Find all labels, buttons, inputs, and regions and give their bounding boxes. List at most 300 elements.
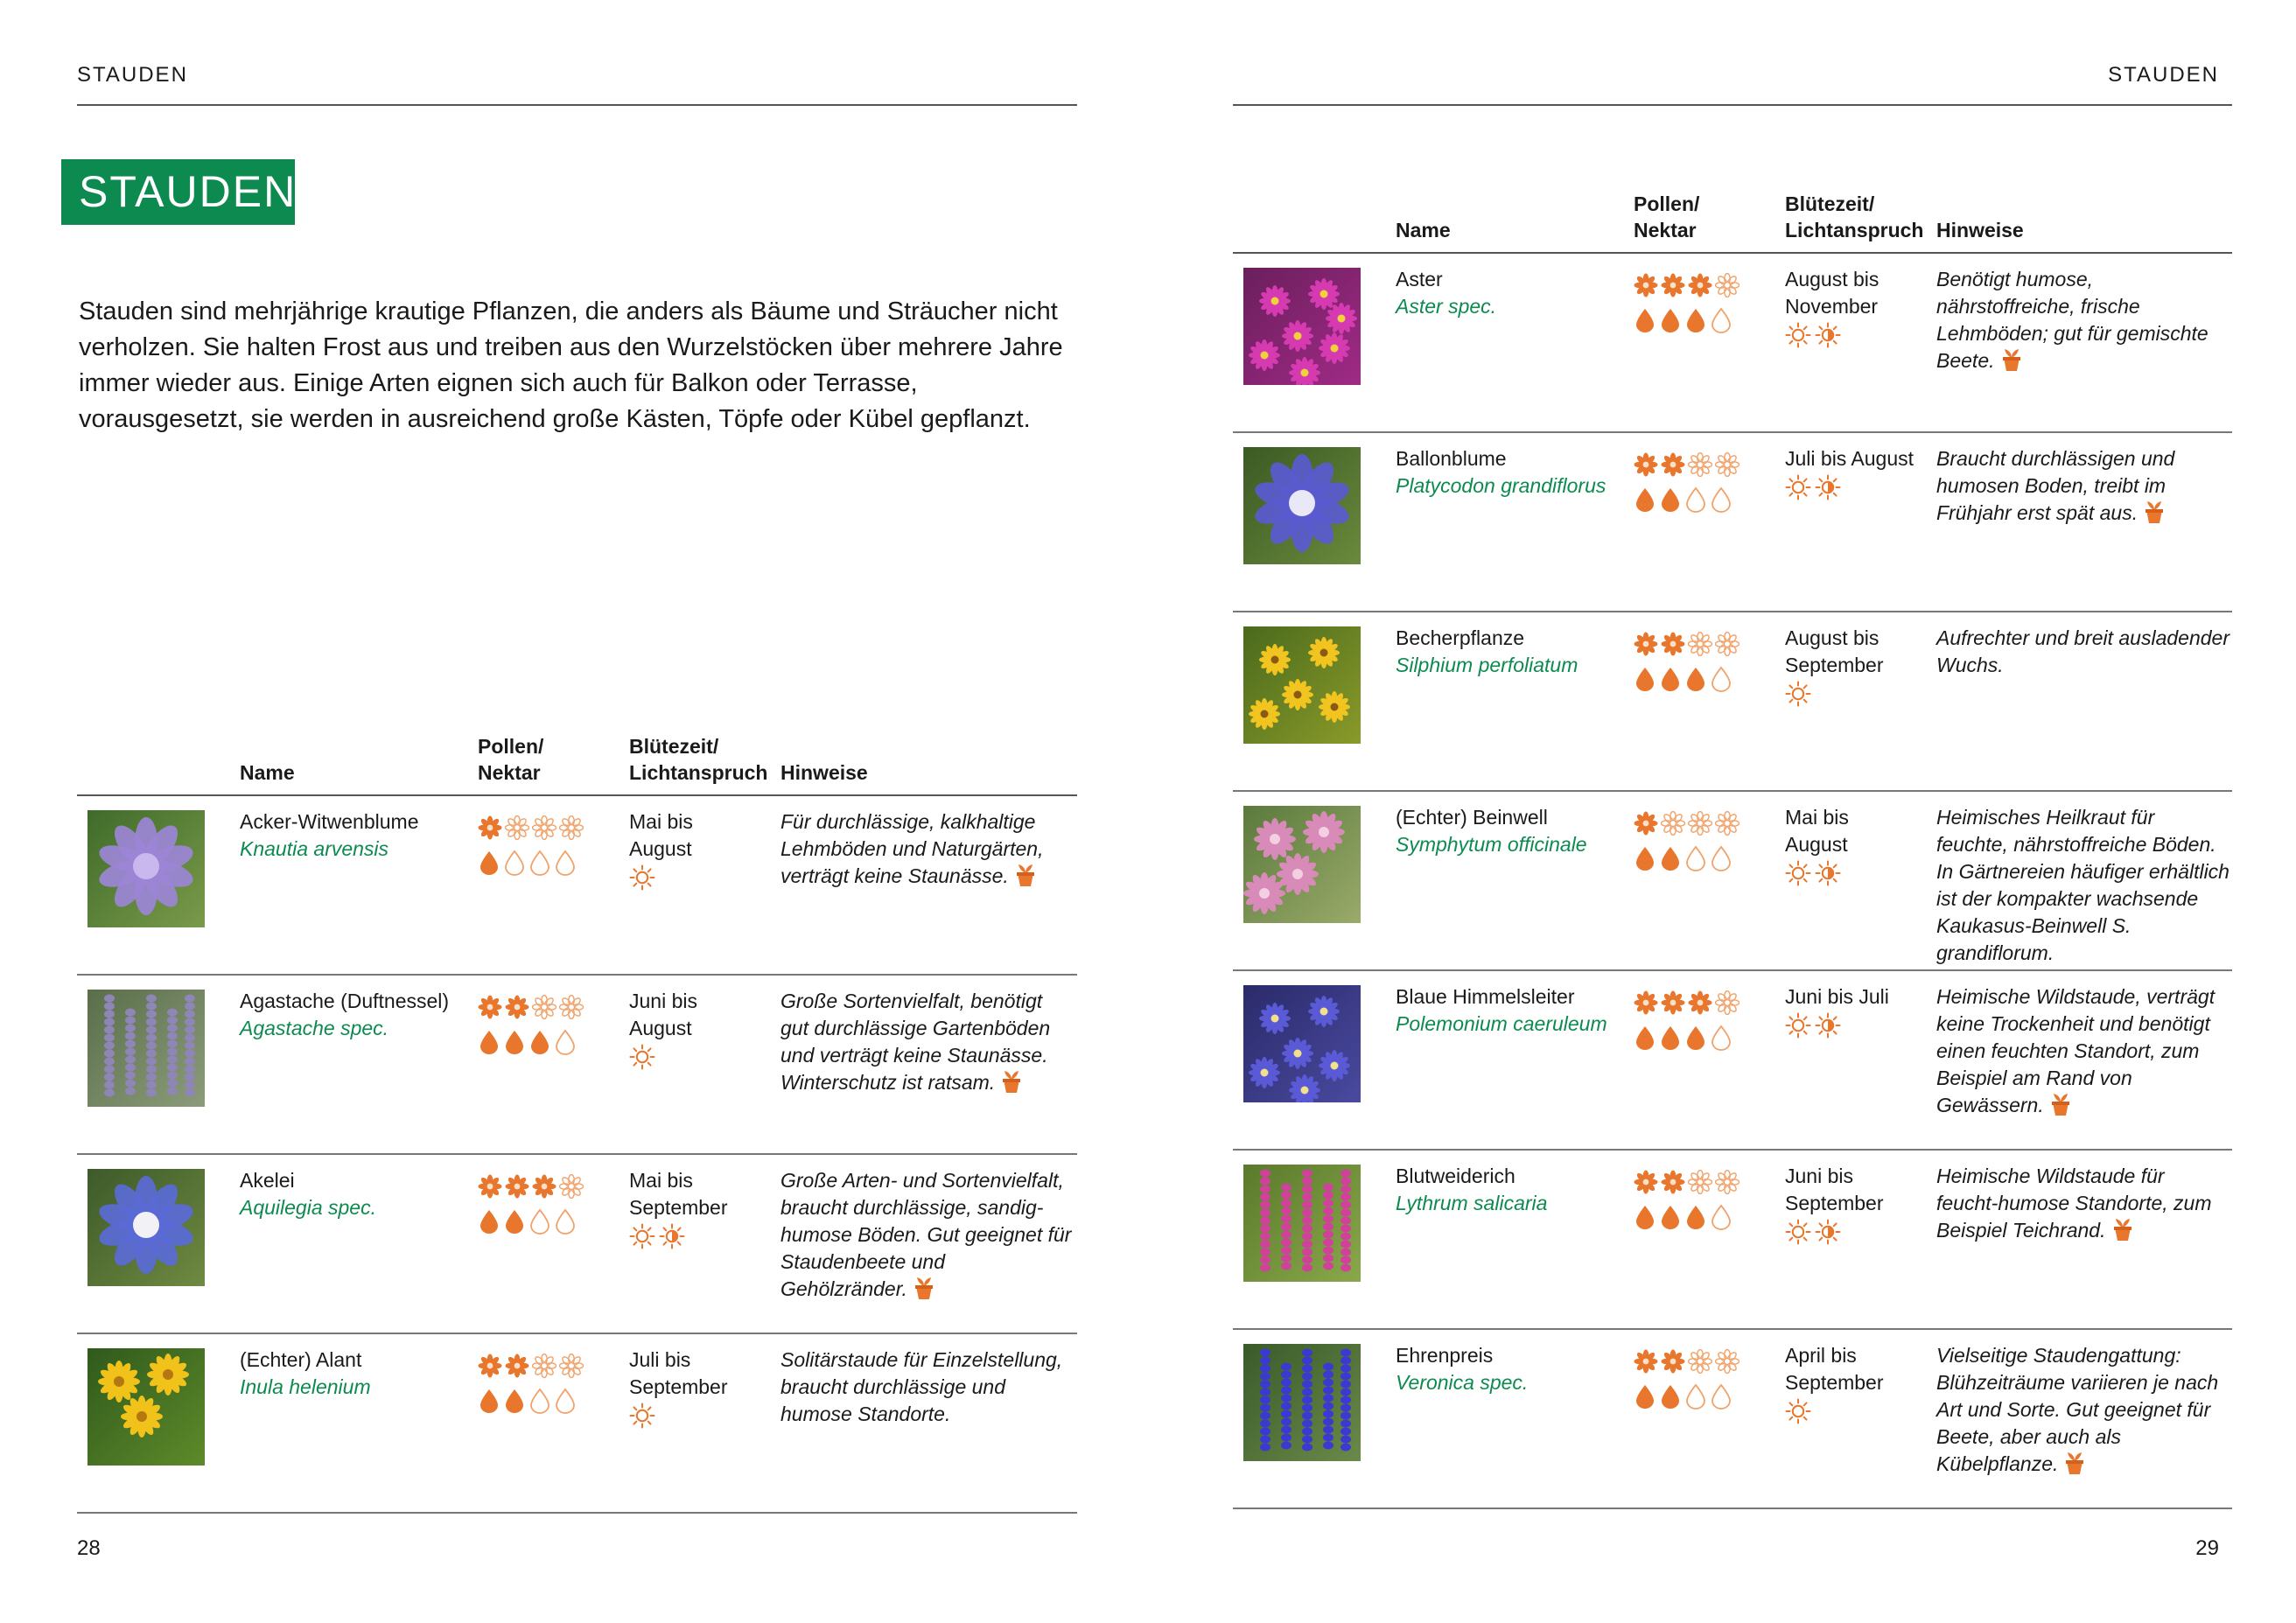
drop-filled-icon xyxy=(528,1029,551,1055)
latin-name: Lythrum salicaria xyxy=(1396,1192,1548,1214)
pollen-nectar-rating xyxy=(1634,1165,1774,1235)
table-row xyxy=(1233,612,2232,792)
drop-outline-icon xyxy=(554,1208,577,1235)
blossom-outline-icon xyxy=(1688,811,1712,836)
flower-photo-icon xyxy=(1243,806,1361,923)
blossom-filled-icon xyxy=(1634,811,1658,836)
notes xyxy=(780,1167,1074,1303)
header-pollen xyxy=(478,733,543,786)
pollen-nectar-rating xyxy=(478,1348,618,1418)
common-name: (Echter) Alant xyxy=(240,1348,362,1371)
sun-icon xyxy=(1785,1398,1811,1424)
drop-filled-icon xyxy=(1634,307,1656,333)
plant-photo xyxy=(1243,985,1361,1102)
pollen-nectar-rating xyxy=(1634,626,1774,696)
drop-outline-icon xyxy=(1710,845,1732,871)
common-name: Agastache (Duftnessel) xyxy=(240,990,450,1012)
blossom-filled-icon xyxy=(1661,990,1685,1015)
header-pollen xyxy=(1634,191,1699,243)
blossom-outline-icon xyxy=(532,1354,556,1378)
latin-name: Knautia arvensis xyxy=(240,837,389,860)
drop-outline-icon xyxy=(1710,307,1732,333)
sun-icon xyxy=(629,864,655,891)
pollen-nectar-rating xyxy=(1634,1344,1774,1414)
section-title: STAUDEN xyxy=(61,159,295,225)
notes-text: Heimische Wildstaude, verträgt keine Trockenheit und benötigt einen feuchten Standort, zum Beispiel am Rand von Gewässern. xyxy=(1936,985,2216,1116)
drop-filled-icon xyxy=(503,1029,526,1055)
table-row xyxy=(1233,433,2232,612)
nectar-rating xyxy=(1634,482,1774,517)
light-requirement xyxy=(1785,1219,1929,1245)
bloom-line-2: September xyxy=(629,1375,728,1398)
pollen-rating xyxy=(1634,1344,1774,1379)
half-shade-icon xyxy=(1815,474,1841,500)
drop-outline-icon xyxy=(503,850,526,876)
blossom-filled-icon xyxy=(505,1354,529,1378)
header-bluete-line1: Blütezeit/ xyxy=(1785,192,1875,215)
running-head: STAUDEN xyxy=(2108,63,2219,87)
plant-photo xyxy=(88,1348,205,1466)
bloom-line-1: August bis xyxy=(1785,268,1880,290)
bloom-line-1: Juli bis xyxy=(629,1348,691,1371)
flower-photo-icon xyxy=(1243,1165,1361,1282)
notes xyxy=(780,808,1074,890)
blossom-outline-icon xyxy=(1688,452,1712,477)
blossom-filled-icon xyxy=(1634,1349,1658,1374)
pot-plant-icon xyxy=(2111,1217,2134,1242)
nectar-rating xyxy=(1634,1200,1774,1235)
plant-name xyxy=(1396,266,1628,320)
drop-outline-icon xyxy=(1710,666,1732,692)
bloom-time xyxy=(629,808,774,891)
blossom-filled-icon xyxy=(532,1174,556,1199)
table-body-right xyxy=(1233,254,2232,1509)
blossom-filled-icon xyxy=(1661,632,1685,656)
drop-filled-icon xyxy=(1659,1204,1682,1230)
blossom-filled-icon xyxy=(505,995,529,1019)
latin-name: Aster spec. xyxy=(1396,295,1497,318)
blossom-filled-icon xyxy=(1634,452,1658,477)
table-row xyxy=(1233,254,2232,433)
nectar-rating xyxy=(1634,303,1774,338)
sun-icon xyxy=(1785,860,1811,886)
notes xyxy=(1936,804,2230,967)
plant-photo xyxy=(1243,1165,1361,1282)
blossom-outline-icon xyxy=(1688,1170,1712,1194)
nectar-rating xyxy=(1634,1379,1774,1414)
light-requirement xyxy=(1785,1012,1929,1039)
plant-table-right xyxy=(1233,175,2232,1509)
light-requirement xyxy=(629,1044,774,1070)
light-requirement xyxy=(629,1403,774,1429)
drop-filled-icon xyxy=(1634,486,1656,513)
pollen-rating xyxy=(478,1348,618,1383)
bloom-line-1: August bis xyxy=(1785,626,1880,649)
bloom-line-1: Mai bis xyxy=(629,1169,693,1192)
drop-outline-icon xyxy=(1710,1025,1732,1051)
plant-table-left xyxy=(77,717,1077,1514)
pollen-rating xyxy=(1634,447,1774,482)
right-page xyxy=(1148,0,2296,1623)
drop-filled-icon xyxy=(1634,1204,1656,1230)
drop-filled-icon xyxy=(1634,845,1656,871)
intro-paragraph: Stauden sind mehrjährige krautige Pflanzen, die anders als Bäume und Sträucher nicht verholzen. Sie halten Frost aus und treiben aus den Wurzelstöcken über mehrere Jahre immer wieder aus. Einige Arten eignen sich auch für Balkon oder Terrasse, vorausgesetzt, sie werden in ausreichend große Kästen, Töpfe oder Kübel gepflanzt. xyxy=(79,297,1063,433)
bloom-line-1: Juni bis Juli xyxy=(1785,985,1889,1008)
drop-filled-icon xyxy=(1634,1383,1656,1410)
blossom-filled-icon xyxy=(478,1354,502,1378)
drop-filled-icon xyxy=(1659,1383,1682,1410)
plant-photo xyxy=(1243,626,1361,744)
bloom-line-2: September xyxy=(1785,1192,1884,1214)
nectar-rating xyxy=(1634,661,1774,696)
nectar-rating xyxy=(478,845,618,880)
bloom-line-2: November xyxy=(1785,295,1879,318)
blossom-outline-icon xyxy=(1715,811,1740,836)
plant-photo xyxy=(1243,806,1361,923)
blossom-outline-icon xyxy=(559,815,584,840)
table-header xyxy=(1233,175,2232,254)
half-shade-icon xyxy=(1815,860,1841,886)
plant-name xyxy=(1396,445,1628,500)
table-row xyxy=(77,796,1077,976)
notes-text: Braucht durchlässigen und humosen Boden, treibt im Frühjahr erst spät aus. xyxy=(1936,447,2175,524)
flower-photo-icon xyxy=(1243,268,1361,385)
header-name: Name xyxy=(1396,219,1451,241)
flower-photo-icon xyxy=(1243,626,1361,744)
header-bluete-line1: Blütezeit/ xyxy=(629,735,719,758)
blossom-filled-icon xyxy=(1634,1170,1658,1194)
pot-plant-icon xyxy=(1000,1069,1023,1094)
drop-filled-icon xyxy=(478,1208,500,1235)
blossom-outline-icon xyxy=(505,815,529,840)
drop-outline-icon xyxy=(1710,1383,1732,1410)
bloom-time xyxy=(1785,1342,1929,1424)
drop-filled-icon xyxy=(1634,1025,1656,1051)
drop-filled-icon xyxy=(1659,1025,1682,1051)
drop-outline-icon xyxy=(1710,486,1732,513)
header-hinweise: Hinweise xyxy=(1936,219,2024,241)
plant-photo xyxy=(1243,447,1361,564)
pot-plant-icon xyxy=(2063,1451,2086,1475)
bloom-time xyxy=(1785,625,1929,707)
blossom-outline-icon xyxy=(1688,632,1712,656)
common-name: Acker-Witwenblume xyxy=(240,810,419,833)
plant-photo xyxy=(88,810,205,927)
plant-photo xyxy=(88,1169,205,1286)
drop-filled-icon xyxy=(503,1208,526,1235)
pollen-rating xyxy=(1634,985,1774,1020)
plant-photo xyxy=(88,990,205,1107)
pollen-nectar-rating xyxy=(478,1169,618,1239)
bloom-time xyxy=(1785,266,1929,348)
pollen-rating xyxy=(1634,1165,1774,1200)
light-requirement xyxy=(1785,322,1929,348)
plant-name xyxy=(1396,1163,1628,1217)
light-requirement xyxy=(629,864,774,891)
bloom-time xyxy=(1785,445,1929,500)
pollen-rating xyxy=(1634,268,1774,303)
drop-filled-icon xyxy=(478,1388,500,1414)
light-requirement xyxy=(1785,681,1929,707)
flower-photo-icon xyxy=(88,1348,205,1466)
light-requirement xyxy=(629,1223,774,1249)
pot-plant-icon xyxy=(1014,863,1037,887)
blossom-outline-icon xyxy=(1715,990,1740,1015)
blossom-filled-icon xyxy=(1688,273,1712,297)
pollen-rating xyxy=(1634,806,1774,841)
common-name: Aster xyxy=(1396,268,1443,290)
bloom-line-1: Juli bis August xyxy=(1785,447,1914,470)
drop-outline-icon xyxy=(554,850,577,876)
bloom-time xyxy=(1785,804,1929,886)
flower-photo-icon xyxy=(88,1169,205,1286)
notes xyxy=(1936,983,2230,1119)
pollen-rating xyxy=(478,990,618,1025)
nectar-rating xyxy=(478,1383,618,1418)
notes-text: Benötigt humose, nährstoffreiche, frische Lehmböden; gut für gemischte Beete. xyxy=(1936,268,2208,372)
blossom-outline-icon xyxy=(1661,811,1685,836)
sun-icon xyxy=(1785,681,1811,707)
drop-outline-icon xyxy=(528,1208,551,1235)
notes xyxy=(1936,1163,2230,1244)
nectar-rating xyxy=(478,1204,618,1239)
notes xyxy=(1936,266,2230,374)
notes xyxy=(780,988,1074,1096)
table-header xyxy=(77,717,1077,796)
drop-filled-icon xyxy=(503,1388,526,1414)
table-row xyxy=(77,1334,1077,1514)
sun-icon xyxy=(1785,1012,1811,1039)
running-head: STAUDEN xyxy=(77,63,188,87)
latin-name: Polemonium caeruleum xyxy=(1396,1012,1607,1035)
drop-outline-icon xyxy=(1684,845,1707,871)
drop-filled-icon xyxy=(478,1029,500,1055)
light-requirement xyxy=(1785,474,1929,500)
bloom-time xyxy=(1785,983,1929,1039)
notes-text: Für durchlässige, kalkhaltige Lehmböden und Naturgärten, verträgt keine Staunässe. xyxy=(780,810,1044,887)
pollen-nectar-rating xyxy=(1634,985,1774,1055)
plant-photo xyxy=(1243,1344,1361,1461)
header-pollen-line2: Nektar xyxy=(1634,219,1697,241)
header-bluete-line2: Lichtanspruch xyxy=(1785,219,1924,241)
pollen-rating xyxy=(1634,626,1774,661)
half-shade-icon xyxy=(1815,1219,1841,1245)
table-row xyxy=(77,976,1077,1155)
table-row xyxy=(1233,971,2232,1151)
blossom-filled-icon xyxy=(478,995,502,1019)
common-name: Akelei xyxy=(240,1169,295,1192)
table-row xyxy=(1233,1151,2232,1330)
bloom-line-1: Juni bis xyxy=(629,990,697,1012)
notes xyxy=(780,1347,1074,1428)
latin-name: Platycodon grandiflorus xyxy=(1396,474,1606,497)
pollen-rating xyxy=(478,810,618,845)
drop-outline-icon xyxy=(528,850,551,876)
header-bluete-line2: Lichtanspruch xyxy=(629,761,768,784)
blossom-outline-icon xyxy=(1715,452,1740,477)
pot-plant-icon xyxy=(2143,500,2166,524)
notes-text: Große Sortenvielfalt, benötigt gut durchlässige Gartenböden und verträgt keine Staunässe. Winterschutz ist ratsam. xyxy=(780,990,1051,1094)
sun-icon xyxy=(629,1403,655,1429)
blossom-outline-icon xyxy=(532,995,556,1019)
blossom-outline-icon xyxy=(1715,273,1740,297)
drop-filled-icon xyxy=(1659,666,1682,692)
blossom-filled-icon xyxy=(1634,990,1658,1015)
notes-text: Heimische Wildstaude für feucht-humose Standorte, zum Beispiel Teichrand. xyxy=(1936,1165,2212,1242)
nectar-rating xyxy=(1634,1020,1774,1055)
header-pollen-line1: Pollen/ xyxy=(1634,192,1700,215)
flower-photo-icon xyxy=(88,990,205,1107)
drop-filled-icon xyxy=(1659,845,1682,871)
drop-filled-icon xyxy=(1684,1204,1707,1230)
pollen-nectar-rating xyxy=(1634,447,1774,517)
sun-icon xyxy=(1785,1219,1811,1245)
pot-plant-icon xyxy=(913,1276,935,1300)
sun-icon xyxy=(629,1223,655,1249)
header-pollen-line2: Nektar xyxy=(478,761,541,784)
plant-photo xyxy=(1243,268,1361,385)
latin-name: Agastache spec. xyxy=(240,1017,389,1039)
common-name: Becherpflanze xyxy=(1396,626,1525,649)
drop-outline-icon xyxy=(1684,486,1707,513)
pot-plant-icon xyxy=(2049,1092,2072,1116)
plant-name xyxy=(1396,1342,1628,1396)
drop-outline-icon xyxy=(554,1029,577,1055)
drop-filled-icon xyxy=(478,850,500,876)
page-number: 29 xyxy=(2195,1536,2219,1560)
common-name: Ehrenpreis xyxy=(1396,1344,1494,1367)
plant-name xyxy=(1396,983,1628,1038)
header-hinweise: Hinweise xyxy=(780,761,868,784)
latin-name: Symphytum officinale xyxy=(1396,833,1587,856)
plant-name xyxy=(1396,625,1628,679)
sun-icon xyxy=(629,1044,655,1070)
pollen-nectar-rating xyxy=(1634,806,1774,876)
bloom-time xyxy=(1785,1163,1929,1245)
notes-text: Vielseitige Staudengattung: Blühzeiträume variieren je nach Art und Sorte. Gut geeignet für Beete, aber auch als Kübelpflanze. xyxy=(1936,1344,2219,1475)
drop-filled-icon xyxy=(1659,307,1682,333)
blossom-filled-icon xyxy=(478,1174,502,1199)
light-requirement xyxy=(1785,860,1929,886)
bloom-line-2: August xyxy=(629,1017,692,1039)
blossom-filled-icon xyxy=(1661,1170,1685,1194)
half-shade-icon xyxy=(1815,1012,1841,1039)
blossom-filled-icon xyxy=(478,815,502,840)
pollen-nectar-rating xyxy=(478,810,618,880)
common-name: Blutweiderich xyxy=(1396,1165,1516,1187)
notes xyxy=(1936,1342,2230,1478)
blossom-outline-icon xyxy=(1688,1349,1712,1374)
blossom-filled-icon xyxy=(1634,273,1658,297)
table-row xyxy=(1233,1330,2232,1509)
blossom-filled-icon xyxy=(1661,452,1685,477)
blossom-outline-icon xyxy=(1715,632,1740,656)
bloom-line-1: Juni bis xyxy=(1785,1165,1853,1187)
bloom-time xyxy=(629,1167,774,1249)
page-number: 28 xyxy=(77,1536,101,1560)
latin-name: Silphium perfoliatum xyxy=(1396,654,1578,676)
plant-name xyxy=(240,808,472,863)
bloom-line-2: August xyxy=(1785,833,1848,856)
drop-filled-icon xyxy=(1684,1025,1707,1051)
half-shade-icon xyxy=(1815,322,1841,348)
pollen-rating xyxy=(478,1169,618,1204)
pollen-nectar-rating xyxy=(1634,268,1774,338)
bloom-line-2: September xyxy=(629,1196,728,1219)
table-row xyxy=(1233,792,2232,971)
bloom-time xyxy=(629,1347,774,1429)
blossom-outline-icon xyxy=(559,1174,584,1199)
drop-outline-icon xyxy=(528,1388,551,1414)
blossom-outline-icon xyxy=(1715,1349,1740,1374)
drop-filled-icon xyxy=(1684,666,1707,692)
header-name: Name xyxy=(240,761,295,784)
notes-text: Große Arten- und Sortenvielfalt, braucht durchlässige, sandig-humose Böden. Gut geeignet für Staudenbeete und Gehölzränder. xyxy=(780,1169,1072,1300)
common-name: (Echter) Beinwell xyxy=(1396,806,1548,829)
blossom-filled-icon xyxy=(505,1174,529,1199)
bloom-line-2: September xyxy=(1785,1371,1884,1394)
plant-name xyxy=(240,1347,472,1401)
flower-photo-icon xyxy=(1243,985,1361,1102)
flower-photo-icon xyxy=(1243,1344,1361,1461)
nectar-rating xyxy=(478,1025,618,1060)
latin-name: Inula helenium xyxy=(240,1375,371,1398)
header-bluete xyxy=(629,733,767,786)
plant-name xyxy=(240,988,472,1042)
header-rule xyxy=(77,104,1077,106)
flower-photo-icon xyxy=(1243,447,1361,564)
notes-text: Aufrechter und breit ausladender Wuchs. xyxy=(1936,626,2230,676)
blossom-outline-icon xyxy=(1715,1170,1740,1194)
bloom-time xyxy=(629,988,774,1070)
latin-name: Aquilegia spec. xyxy=(240,1196,376,1219)
latin-name: Veronica spec. xyxy=(1396,1371,1529,1394)
drop-outline-icon xyxy=(554,1388,577,1414)
blossom-outline-icon xyxy=(532,815,556,840)
table-row xyxy=(77,1155,1077,1334)
blossom-filled-icon xyxy=(1661,273,1685,297)
plant-name xyxy=(240,1167,472,1221)
notes-text: Heimisches Heilkraut für feuchte, nährstoffreiche Böden. In Gärtnereien häufiger erhältlich ist der kompakter wachsende Kaukasus-Beinwell S. grandiflorum. xyxy=(1936,806,2230,964)
notes xyxy=(1936,445,2230,527)
bloom-line-1: Mai bis xyxy=(1785,806,1849,829)
nectar-rating xyxy=(1634,841,1774,876)
sun-icon xyxy=(1785,322,1811,348)
drop-filled-icon xyxy=(1634,666,1656,692)
common-name: Blaue Himmelsleiter xyxy=(1396,985,1575,1008)
drop-outline-icon xyxy=(1710,1204,1732,1230)
table-body-left xyxy=(77,796,1077,1514)
pollen-nectar-rating xyxy=(478,990,618,1060)
notes xyxy=(1936,625,2230,679)
blossom-filled-icon xyxy=(1634,632,1658,656)
notes-text: Solitärstaude für Einzelstellung, braucht durchlässige und humose Standorte. xyxy=(780,1348,1063,1425)
blossom-outline-icon xyxy=(559,995,584,1019)
drop-outline-icon xyxy=(1684,1383,1707,1410)
header-rule xyxy=(1233,104,2232,106)
pot-plant-icon xyxy=(2000,347,2023,372)
plant-name xyxy=(1396,804,1628,858)
drop-filled-icon xyxy=(1684,307,1707,333)
bloom-line-1: April bis xyxy=(1785,1344,1857,1367)
header-bluete xyxy=(1785,191,1923,243)
light-requirement xyxy=(1785,1398,1929,1424)
flower-photo-icon xyxy=(88,810,205,927)
sun-icon xyxy=(1785,474,1811,500)
common-name: Ballonblume xyxy=(1396,447,1507,470)
drop-filled-icon xyxy=(1659,486,1682,513)
header-pollen-line1: Pollen/ xyxy=(478,735,544,758)
